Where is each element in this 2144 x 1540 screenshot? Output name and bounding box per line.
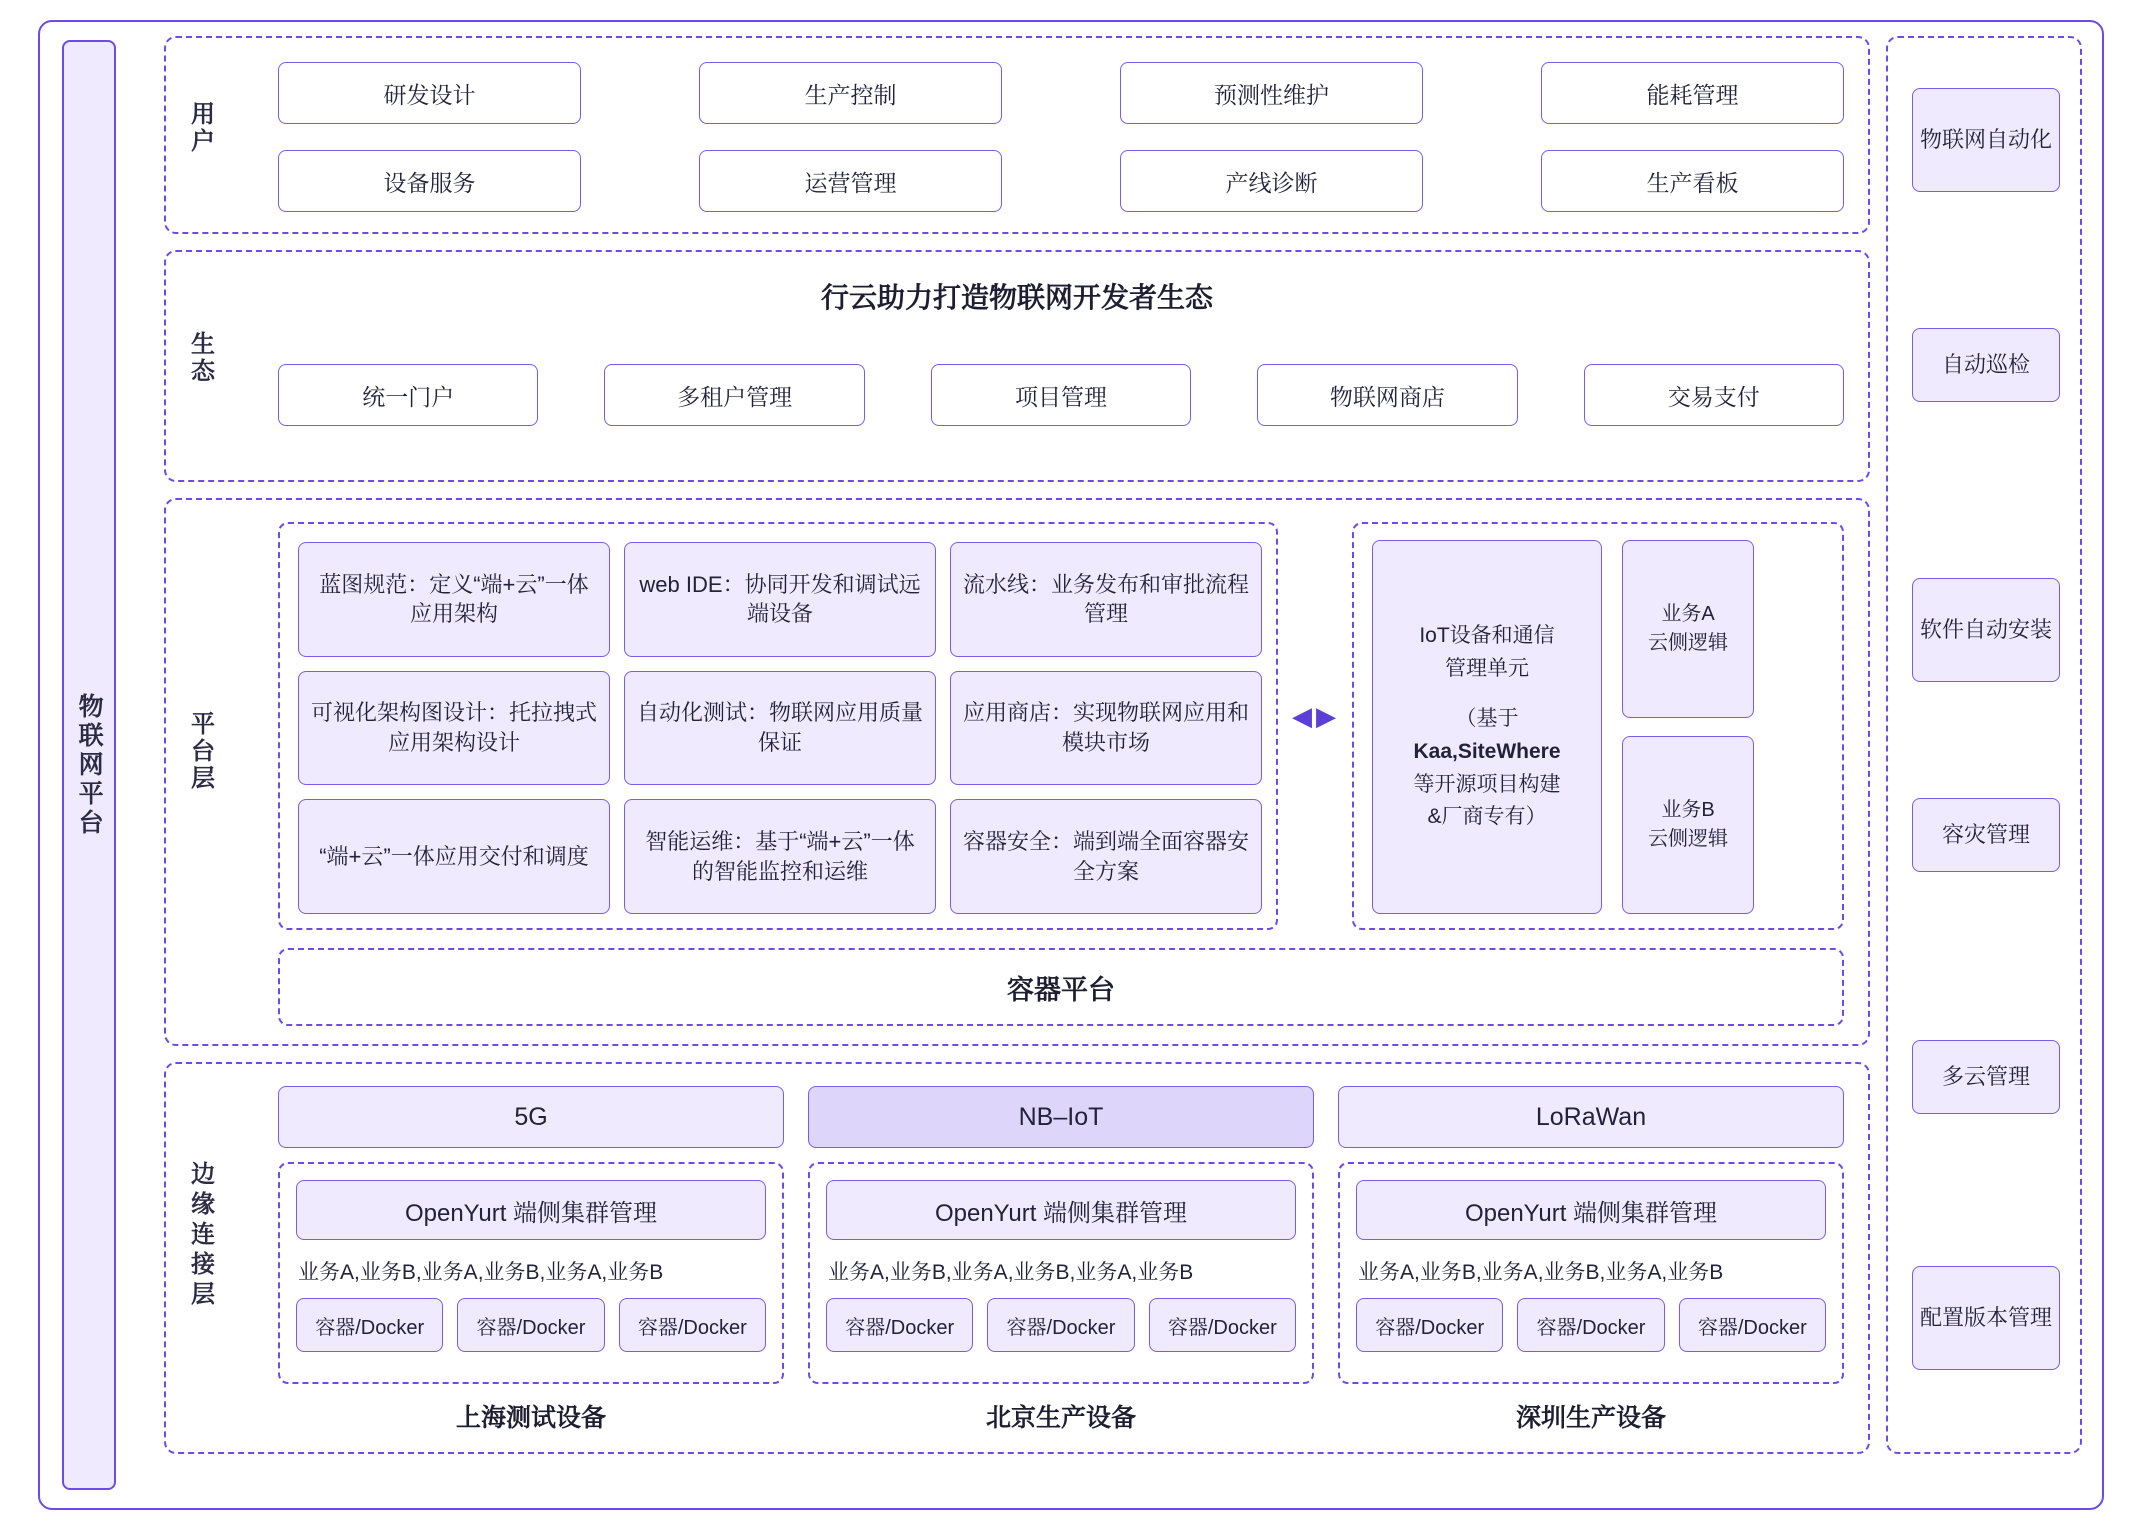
iot-device-communication-unit[interactable] [1372, 540, 1602, 914]
eco-item-project-management[interactable]: 项目管理 [931, 364, 1191, 426]
user-item-device-service[interactable]: 设备服务 [278, 150, 581, 212]
eco-item-iot-store[interactable]: 物联网商店 [1257, 364, 1517, 426]
container-docker-shanghai-2[interactable]: 容器/Docker [457, 1298, 604, 1352]
iot-unit-sub-line1: （基于 [1455, 707, 1519, 731]
user-item-production-control[interactable]: 生产控制 [699, 62, 1002, 124]
site-label-beijing: 北京生产设备 [985, 1404, 1136, 1432]
right-item-auto-inspection[interactable]: 自动巡检 [1912, 328, 2060, 402]
section-user [164, 36, 1870, 234]
section-edge-label: 边缘连接层 [191, 1161, 215, 1308]
right-operations-column [1886, 36, 2082, 1454]
edge-column-shanghai [278, 1086, 784, 1436]
site-label-shenzhen: 深圳生产设备 [1515, 1404, 1666, 1432]
container-docker-shenzhen-3[interactable]: 容器/Docker [1679, 1298, 1826, 1352]
ecosystem-items-grid [278, 364, 1844, 426]
platform-capability-web-ide[interactable]: web IDE：协同开发和调试远端设备 [624, 542, 936, 657]
user-item-operations-management[interactable]: 运营管理 [699, 150, 1002, 212]
container-docker-shanghai-3[interactable]: 容器/Docker [619, 1298, 766, 1352]
docker-row-shanghai [296, 1298, 766, 1352]
section-ecosystem [164, 250, 1870, 482]
main-column [164, 36, 1870, 1454]
platform-capabilities-grid [298, 542, 1262, 914]
edge-body-shanghai [278, 1162, 784, 1384]
edge-column-beijing [808, 1086, 1314, 1436]
eco-item-transaction-payment[interactable]: 交易支付 [1584, 364, 1844, 426]
container-docker-shenzhen-2[interactable]: 容器/Docker [1517, 1298, 1664, 1352]
platform-capability-pipeline[interactable]: 流水线：业务发布和审批流程管理 [950, 542, 1262, 657]
arrow-left-icon: ◀ [1292, 700, 1312, 731]
left-vertical-label-iot-platform [62, 40, 116, 1490]
network-chip-lorawan[interactable]: LoRaWan [1338, 1086, 1844, 1148]
ecosystem-title: 行云助力打造物联网开发者生态 [820, 282, 1213, 313]
openyurt-cluster-shenzhen[interactable]: OpenYurt 端侧集群管理 [1356, 1180, 1826, 1240]
platform-capability-app-store[interactable]: 应用商店：实现物联网应用和模块市场 [950, 671, 1262, 786]
user-item-rd-design[interactable]: 研发设计 [278, 62, 581, 124]
iot-management-box [1352, 522, 1844, 930]
edge-body-beijing [808, 1162, 1314, 1384]
openyurt-cluster-shanghai[interactable]: OpenYurt 端侧集群管理 [296, 1180, 766, 1240]
edge-business-list-beijing: 业务A,业务B,业务A,业务B,业务A,业务B [828, 1261, 1194, 1284]
right-items [1912, 38, 2060, 1452]
user-item-line-diagnosis[interactable]: 产线诊断 [1120, 150, 1423, 212]
user-item-predictive-maintenance[interactable]: 预测性维护 [1120, 62, 1423, 124]
container-platform-label: 容器平台 [1007, 974, 1115, 1005]
container-docker-beijing-3[interactable]: 容器/Docker [1149, 1298, 1296, 1352]
platform-capability-container-security[interactable]: 容器安全：端到端全面容器安全方案 [950, 799, 1262, 914]
platform-capabilities-box [278, 522, 1278, 930]
iot-unit-sub-line2: Kaa,SiteWhere [1413, 740, 1561, 763]
platform-capability-intelligent-ops[interactable]: 智能运维：基于“端+云”一体的智能监控和运维 [624, 799, 936, 914]
edge-business-list-shenzhen: 业务A,业务B,业务A,业务B,业务A,业务B [1358, 1261, 1724, 1284]
iot-unit-sub-line4: &厂商专有） [1427, 805, 1547, 829]
business-b-desc: 云侧逻辑 [1648, 828, 1728, 850]
edge-business-list-shanghai: 业务A,业务B,业务A,业务B,业务A,业务B [298, 1261, 664, 1284]
business-a-cloud-logic[interactable] [1622, 540, 1754, 718]
platform-capability-visual-architecture[interactable]: 可视化架构图设计：托拉拽式应用架构设计 [298, 671, 610, 786]
user-item-energy-management[interactable]: 能耗管理 [1541, 62, 1844, 124]
network-chip-nbiot[interactable]: NB–IoT [808, 1086, 1314, 1148]
eco-item-multi-tenant[interactable]: 多租户管理 [604, 364, 864, 426]
edge-column-shenzhen [1338, 1086, 1844, 1436]
section-edge-connection-layer [164, 1062, 1870, 1454]
platform-capability-delivery-scheduling[interactable]: “端+云”一体应用交付和调度 [298, 799, 610, 914]
section-ecosystem-label: 生态 [191, 331, 215, 385]
section-user-label: 用户 [191, 101, 215, 155]
left-vertical-label-text: 物联网平台 [75, 692, 104, 838]
arrow-right-icon: ▶ [1316, 700, 1336, 731]
platform-capability-automated-testing[interactable]: 自动化测试：物联网应用质量保证 [624, 671, 936, 786]
business-b-cloud-logic[interactable] [1622, 736, 1754, 914]
business-b-name: 业务B [1661, 799, 1715, 821]
docker-row-shenzhen [1356, 1298, 1826, 1352]
business-a-name: 业务A [1661, 603, 1715, 625]
iot-unit-title-line1: IoT设备和通信 [1419, 624, 1555, 648]
container-platform-band [278, 948, 1844, 1026]
user-item-production-dashboard[interactable]: 生产看板 [1541, 150, 1844, 212]
right-item-iot-automation[interactable]: 物联网自动化 [1912, 88, 2060, 192]
site-label-shanghai: 上海测试设备 [455, 1404, 606, 1432]
business-a-desc: 云侧逻辑 [1648, 632, 1728, 654]
container-docker-beijing-2[interactable]: 容器/Docker [987, 1298, 1134, 1352]
edge-columns [278, 1086, 1844, 1436]
right-item-disaster-recovery[interactable]: 容灾管理 [1912, 798, 2060, 872]
container-docker-shanghai-1[interactable]: 容器/Docker [296, 1298, 443, 1352]
container-docker-shenzhen-1[interactable]: 容器/Docker [1356, 1298, 1503, 1352]
right-item-multi-cloud-management[interactable]: 多云管理 [1912, 1040, 2060, 1114]
bidirectional-arrows [1292, 698, 1336, 734]
network-chip-5g[interactable]: 5G [278, 1086, 784, 1148]
section-platform-layer [164, 498, 1870, 1046]
right-item-config-version-management[interactable]: 配置版本管理 [1912, 1266, 2060, 1370]
user-items-grid [278, 62, 1844, 214]
platform-capability-blueprint[interactable]: 蓝图规范：定义“端+云”一体应用架构 [298, 542, 610, 657]
iot-unit-sub-line3: 等开源项目构建 [1413, 772, 1561, 796]
edge-body-shenzhen [1338, 1162, 1844, 1384]
section-platform-label: 平台层 [191, 711, 215, 792]
eco-item-unified-portal[interactable]: 统一门户 [278, 364, 538, 426]
openyurt-cluster-beijing[interactable]: OpenYurt 端侧集群管理 [826, 1180, 1296, 1240]
docker-row-beijing [826, 1298, 1296, 1352]
container-docker-beijing-1[interactable]: 容器/Docker [826, 1298, 973, 1352]
iot-unit-title-line2: 管理单元 [1445, 656, 1529, 680]
right-item-software-auto-install[interactable]: 软件自动安装 [1912, 578, 2060, 682]
